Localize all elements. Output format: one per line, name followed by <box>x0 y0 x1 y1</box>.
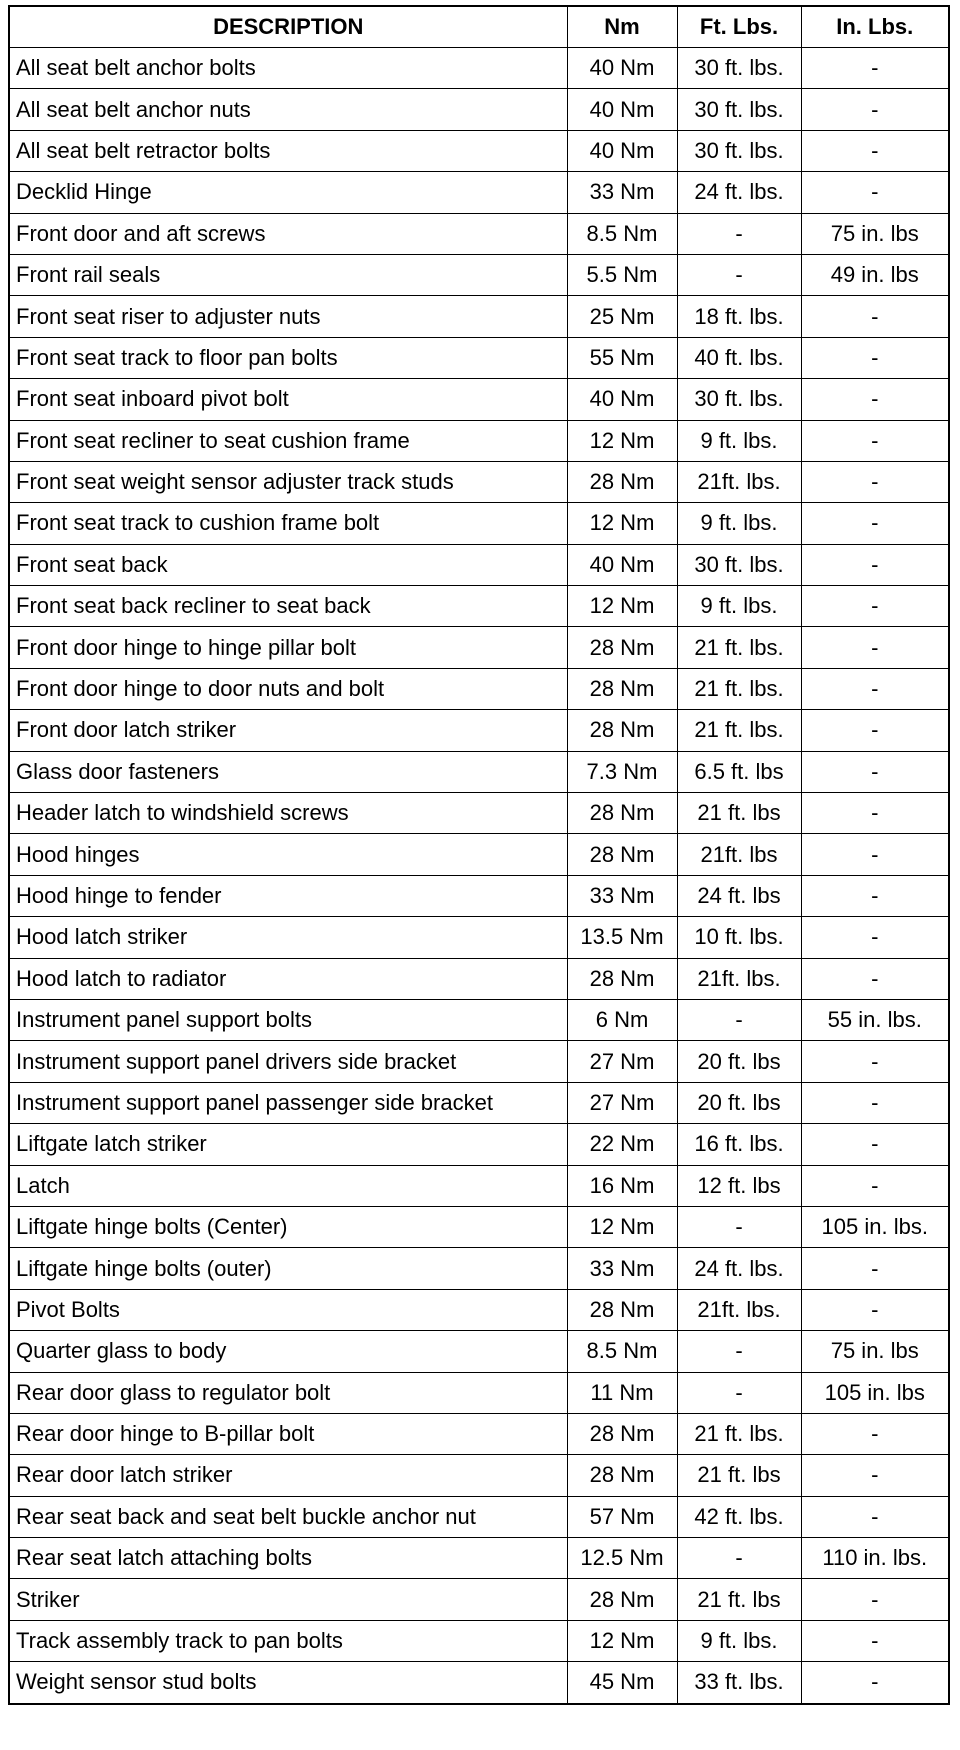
cell-in-lbs: - <box>801 1455 949 1496</box>
cell-in-lbs: - <box>801 917 949 958</box>
table-row <box>9 1538 949 1579</box>
cell-nm: 27 Nm <box>567 1082 677 1123</box>
cell-description: Front seat recliner to seat cushion frame <box>9 420 567 461</box>
table-row <box>9 751 949 792</box>
cell-in-lbs: - <box>801 1496 949 1537</box>
cell-ft-lbs: 21 ft. lbs <box>677 1579 801 1620</box>
cell-ft-lbs: 21ft. lbs <box>677 834 801 875</box>
cell-nm: 28 Nm <box>567 461 677 502</box>
cell-nm: 12 Nm <box>567 1620 677 1661</box>
cell-description: Glass door fasteners <box>9 751 567 792</box>
table-row <box>9 668 949 709</box>
cell-in-lbs: 75 in. lbs <box>801 213 949 254</box>
cell-nm: 7.3 Nm <box>567 751 677 792</box>
cell-in-lbs: - <box>801 461 949 502</box>
header-ft-lbs: Ft. Lbs. <box>677 6 801 48</box>
table-row <box>9 461 949 502</box>
table-row <box>9 1662 949 1704</box>
torque-spec-table <box>8 5 950 1705</box>
cell-description: Hood hinge to fender <box>9 875 567 916</box>
cell-description: Front seat back recliner to seat back <box>9 586 567 627</box>
cell-in-lbs: - <box>801 958 949 999</box>
cell-in-lbs: - <box>801 834 949 875</box>
cell-description: Hood latch to radiator <box>9 958 567 999</box>
table-row <box>9 1206 949 1247</box>
cell-description: Hood latch striker <box>9 917 567 958</box>
cell-in-lbs: - <box>801 793 949 834</box>
cell-nm: 45 Nm <box>567 1662 677 1704</box>
cell-in-lbs: - <box>801 130 949 171</box>
header-row <box>9 6 949 48</box>
cell-in-lbs: - <box>801 1082 949 1123</box>
table-row <box>9 1413 949 1454</box>
cell-description: Latch <box>9 1165 567 1206</box>
table-row <box>9 1620 949 1661</box>
cell-description: All seat belt retractor bolts <box>9 130 567 171</box>
cell-in-lbs: - <box>801 1413 949 1454</box>
cell-nm: 57 Nm <box>567 1496 677 1537</box>
table-row <box>9 834 949 875</box>
cell-ft-lbs: - <box>677 1538 801 1579</box>
cell-ft-lbs: 12 ft. lbs <box>677 1165 801 1206</box>
cell-ft-lbs: - <box>677 1372 801 1413</box>
cell-description: Striker <box>9 1579 567 1620</box>
cell-nm: 6 Nm <box>567 999 677 1040</box>
cell-nm: 11 Nm <box>567 1372 677 1413</box>
cell-description: Rear door hinge to B-pillar bolt <box>9 1413 567 1454</box>
cell-ft-lbs: 33 ft. lbs. <box>677 1662 801 1704</box>
cell-ft-lbs: 9 ft. lbs. <box>677 586 801 627</box>
cell-ft-lbs: 20 ft. lbs <box>677 1082 801 1123</box>
table-row <box>9 1289 949 1330</box>
cell-description: Front seat weight sensor adjuster track studs <box>9 461 567 502</box>
cell-in-lbs: 55 in. lbs. <box>801 999 949 1040</box>
cell-description: All seat belt anchor bolts <box>9 48 567 89</box>
cell-description: Liftgate hinge bolts (outer) <box>9 1248 567 1289</box>
table-row <box>9 130 949 171</box>
cell-nm: 12 Nm <box>567 1206 677 1247</box>
cell-in-lbs: - <box>801 875 949 916</box>
cell-description: Front door and aft screws <box>9 213 567 254</box>
cell-ft-lbs: 21 ft. lbs. <box>677 668 801 709</box>
cell-description: Hood hinges <box>9 834 567 875</box>
cell-description: Rear seat latch attaching bolts <box>9 1538 567 1579</box>
table-row <box>9 544 949 585</box>
cell-ft-lbs: 30 ft. lbs. <box>677 544 801 585</box>
cell-ft-lbs: - <box>677 1206 801 1247</box>
table-header <box>9 6 949 48</box>
cell-in-lbs: - <box>801 1041 949 1082</box>
cell-ft-lbs: 20 ft. lbs <box>677 1041 801 1082</box>
cell-in-lbs: - <box>801 379 949 420</box>
table-row <box>9 89 949 130</box>
cell-nm: 55 Nm <box>567 337 677 378</box>
cell-nm: 28 Nm <box>567 958 677 999</box>
cell-description: Weight sensor stud bolts <box>9 1662 567 1704</box>
table-row <box>9 254 949 295</box>
cell-nm: 28 Nm <box>567 1455 677 1496</box>
cell-description: Decklid Hinge <box>9 172 567 213</box>
cell-nm: 28 Nm <box>567 668 677 709</box>
cell-nm: 12 Nm <box>567 503 677 544</box>
table-row <box>9 627 949 668</box>
cell-in-lbs: - <box>801 296 949 337</box>
header-description: DESCRIPTION <box>9 6 567 48</box>
cell-ft-lbs: 21 ft. lbs. <box>677 710 801 751</box>
table-row <box>9 1579 949 1620</box>
table-row <box>9 337 949 378</box>
cell-nm: 8.5 Nm <box>567 1331 677 1372</box>
table-row <box>9 1124 949 1165</box>
cell-nm: 12 Nm <box>567 586 677 627</box>
cell-ft-lbs: 24 ft. lbs. <box>677 1248 801 1289</box>
cell-ft-lbs: - <box>677 254 801 295</box>
cell-description: Front rail seals <box>9 254 567 295</box>
cell-nm: 16 Nm <box>567 1165 677 1206</box>
cell-ft-lbs: 30 ft. lbs. <box>677 130 801 171</box>
cell-nm: 25 Nm <box>567 296 677 337</box>
table-body <box>9 48 949 1704</box>
cell-nm: 40 Nm <box>567 379 677 420</box>
cell-nm: 13.5 Nm <box>567 917 677 958</box>
cell-ft-lbs: 9 ft. lbs. <box>677 420 801 461</box>
cell-nm: 28 Nm <box>567 793 677 834</box>
table-row <box>9 1082 949 1123</box>
cell-in-lbs: - <box>801 1248 949 1289</box>
table-row <box>9 48 949 89</box>
cell-ft-lbs: 10 ft. lbs. <box>677 917 801 958</box>
cell-nm: 28 Nm <box>567 710 677 751</box>
cell-description: Track assembly track to pan bolts <box>9 1620 567 1661</box>
cell-ft-lbs: 24 ft. lbs <box>677 875 801 916</box>
cell-description: Front seat track to floor pan bolts <box>9 337 567 378</box>
cell-in-lbs: - <box>801 1289 949 1330</box>
cell-description: Front door hinge to door nuts and bolt <box>9 668 567 709</box>
cell-ft-lbs: 42 ft. lbs. <box>677 1496 801 1537</box>
table-row <box>9 1248 949 1289</box>
table-row <box>9 586 949 627</box>
cell-description: Front door hinge to hinge pillar bolt <box>9 627 567 668</box>
cell-nm: 40 Nm <box>567 544 677 585</box>
cell-ft-lbs: 40 ft. lbs. <box>677 337 801 378</box>
cell-in-lbs: - <box>801 1620 949 1661</box>
cell-ft-lbs: 21ft. lbs. <box>677 958 801 999</box>
cell-in-lbs: 49 in. lbs <box>801 254 949 295</box>
cell-in-lbs: - <box>801 1579 949 1620</box>
cell-in-lbs: - <box>801 668 949 709</box>
header-nm: Nm <box>567 6 677 48</box>
cell-description: Header latch to windshield screws <box>9 793 567 834</box>
cell-in-lbs: - <box>801 172 949 213</box>
table-row <box>9 172 949 213</box>
table-row <box>9 793 949 834</box>
cell-ft-lbs: 21 ft. lbs. <box>677 627 801 668</box>
cell-in-lbs: - <box>801 1165 949 1206</box>
cell-in-lbs: - <box>801 1662 949 1704</box>
table-row <box>9 958 949 999</box>
cell-ft-lbs: 30 ft. lbs. <box>677 48 801 89</box>
cell-nm: 28 Nm <box>567 1579 677 1620</box>
cell-in-lbs: - <box>801 420 949 461</box>
cell-nm: 40 Nm <box>567 130 677 171</box>
cell-description: Front seat track to cushion frame bolt <box>9 503 567 544</box>
table-row <box>9 296 949 337</box>
cell-ft-lbs: 18 ft. lbs. <box>677 296 801 337</box>
cell-nm: 8.5 Nm <box>567 213 677 254</box>
cell-ft-lbs: 9 ft. lbs. <box>677 503 801 544</box>
cell-description: Front seat inboard pivot bolt <box>9 379 567 420</box>
cell-ft-lbs: 21ft. lbs. <box>677 461 801 502</box>
cell-in-lbs: - <box>801 337 949 378</box>
torque-spec-sheet <box>8 5 948 1705</box>
cell-nm: 33 Nm <box>567 875 677 916</box>
cell-in-lbs: - <box>801 627 949 668</box>
cell-ft-lbs: - <box>677 999 801 1040</box>
cell-nm: 28 Nm <box>567 1289 677 1330</box>
cell-ft-lbs: 21ft. lbs. <box>677 1289 801 1330</box>
table-row <box>9 1041 949 1082</box>
cell-description: Rear seat back and seat belt buckle anchor nut <box>9 1496 567 1537</box>
cell-description: All seat belt anchor nuts <box>9 89 567 130</box>
cell-description: Pivot Bolts <box>9 1289 567 1330</box>
cell-nm: 40 Nm <box>567 48 677 89</box>
table-row <box>9 1455 949 1496</box>
cell-ft-lbs: 30 ft. lbs. <box>677 89 801 130</box>
cell-ft-lbs: - <box>677 1331 801 1372</box>
cell-description: Quarter glass to body <box>9 1331 567 1372</box>
table-row <box>9 710 949 751</box>
table-row <box>9 379 949 420</box>
table-row <box>9 1372 949 1413</box>
cell-description: Front door latch striker <box>9 710 567 751</box>
cell-nm: 28 Nm <box>567 834 677 875</box>
cell-in-lbs: - <box>801 751 949 792</box>
cell-in-lbs: - <box>801 48 949 89</box>
table-row <box>9 1165 949 1206</box>
cell-description: Front seat back <box>9 544 567 585</box>
cell-nm: 27 Nm <box>567 1041 677 1082</box>
table-row <box>9 1331 949 1372</box>
cell-description: Instrument panel support bolts <box>9 999 567 1040</box>
cell-in-lbs: 110 in. lbs. <box>801 1538 949 1579</box>
table-row <box>9 213 949 254</box>
cell-description: Rear door glass to regulator bolt <box>9 1372 567 1413</box>
cell-in-lbs: 105 in. lbs <box>801 1372 949 1413</box>
table-row <box>9 875 949 916</box>
cell-in-lbs: 105 in. lbs. <box>801 1206 949 1247</box>
table-row <box>9 999 949 1040</box>
cell-description: Rear door latch striker <box>9 1455 567 1496</box>
cell-nm: 5.5 Nm <box>567 254 677 295</box>
cell-ft-lbs: 21 ft. lbs <box>677 793 801 834</box>
cell-nm: 33 Nm <box>567 1248 677 1289</box>
cell-description: Instrument support panel passenger side bracket <box>9 1082 567 1123</box>
cell-ft-lbs: 9 ft. lbs. <box>677 1620 801 1661</box>
cell-description: Liftgate hinge bolts (Center) <box>9 1206 567 1247</box>
cell-description: Front seat riser to adjuster nuts <box>9 296 567 337</box>
cell-nm: 33 Nm <box>567 172 677 213</box>
cell-nm: 40 Nm <box>567 89 677 130</box>
cell-in-lbs: - <box>801 710 949 751</box>
cell-in-lbs: - <box>801 1124 949 1165</box>
cell-nm: 22 Nm <box>567 1124 677 1165</box>
header-in-lbs: In. Lbs. <box>801 6 949 48</box>
cell-in-lbs: 75 in. lbs <box>801 1331 949 1372</box>
cell-ft-lbs: - <box>677 213 801 254</box>
cell-in-lbs: - <box>801 503 949 544</box>
cell-ft-lbs: 30 ft. lbs. <box>677 379 801 420</box>
cell-nm: 12.5 Nm <box>567 1538 677 1579</box>
cell-ft-lbs: 6.5 ft. lbs <box>677 751 801 792</box>
cell-nm: 28 Nm <box>567 1413 677 1454</box>
cell-ft-lbs: 16 ft. lbs. <box>677 1124 801 1165</box>
cell-in-lbs: - <box>801 544 949 585</box>
cell-description: Liftgate latch striker <box>9 1124 567 1165</box>
table-row <box>9 503 949 544</box>
cell-nm: 28 Nm <box>567 627 677 668</box>
cell-ft-lbs: 24 ft. lbs. <box>677 172 801 213</box>
cell-ft-lbs: 21 ft. lbs <box>677 1455 801 1496</box>
cell-ft-lbs: 21 ft. lbs. <box>677 1413 801 1454</box>
cell-in-lbs: - <box>801 586 949 627</box>
cell-nm: 12 Nm <box>567 420 677 461</box>
table-row <box>9 1496 949 1537</box>
cell-description: Instrument support panel drivers side bracket <box>9 1041 567 1082</box>
table-row <box>9 917 949 958</box>
table-row <box>9 420 949 461</box>
cell-in-lbs: - <box>801 89 949 130</box>
